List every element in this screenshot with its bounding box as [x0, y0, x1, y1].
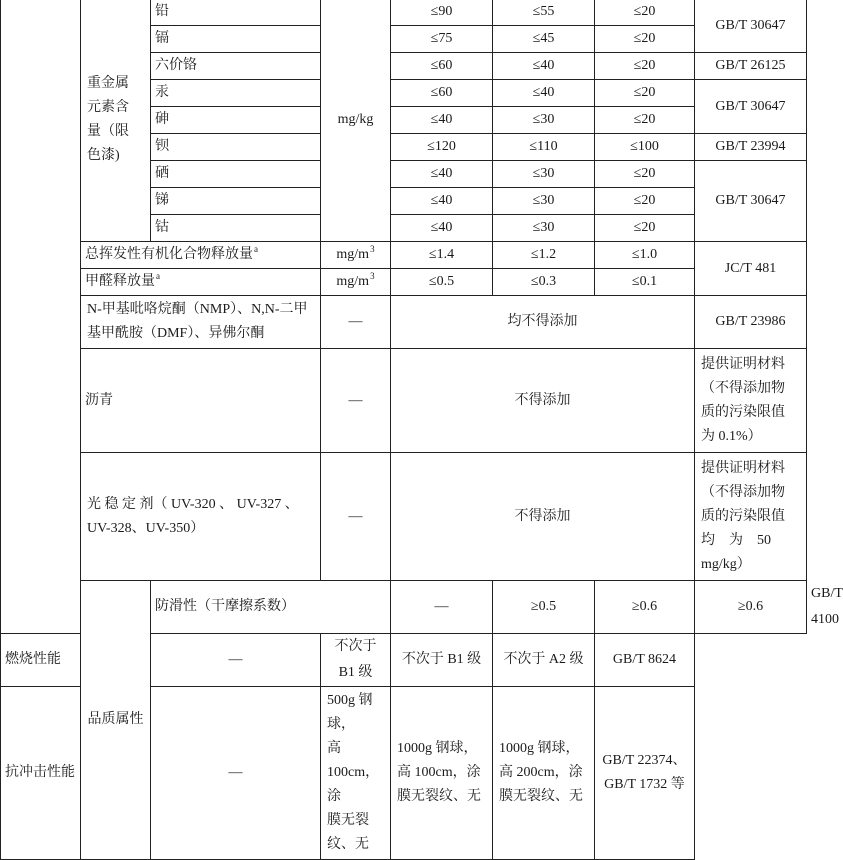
standard-line: （不得添加物 [701, 380, 785, 396]
footnote-mark: a [254, 244, 258, 254]
standard-line: 均 为 50 [701, 532, 771, 548]
standard-line: GB/T 1732 等 [604, 777, 685, 792]
table-row [1, 0, 807, 26]
standard-line: 质的污染限值 [701, 508, 785, 524]
standard-cell: GB/T 30647 [695, 80, 807, 134]
table-row [1, 349, 807, 453]
value-cell: ≤30 [493, 215, 595, 242]
item-cell: 汞 [151, 80, 321, 107]
value-cell: 不次于 B1 级 [321, 634, 391, 687]
value-cell: ≤20 [595, 80, 695, 107]
standard-line: mg/kg） [701, 556, 751, 572]
item-cell [81, 453, 321, 581]
value-cell: ≤20 [595, 188, 695, 215]
item-cell: 沥青 [81, 349, 321, 453]
group-label-line: 色漆) [87, 148, 120, 163]
table-row [1, 269, 807, 296]
value-cell: ≤30 [493, 188, 595, 215]
table-row [1, 453, 807, 581]
value-cell: ≤0.3 [493, 269, 595, 296]
value-cell [493, 687, 595, 860]
value-line: 1000g 钢球， [499, 741, 580, 756]
value-cell: ≤20 [595, 107, 695, 134]
value-cell: ≤0.1 [595, 269, 695, 296]
category-cell-quality: 品质属性 [81, 581, 151, 860]
item-cell: 钴 [151, 215, 321, 242]
value-line: 高 200cm，涂 [499, 765, 583, 780]
unit-superscript: 3 [370, 244, 375, 254]
standard-cell [695, 349, 807, 453]
value-cell: ≤40 [391, 161, 493, 188]
value-line: 高 100cm，涂 [327, 741, 380, 804]
unit-cell: — [391, 581, 493, 634]
standard-line: 提供证明材料 [701, 460, 785, 476]
item-line: N-甲基吡咯烷酮（NMP）、N,N-二甲 [87, 302, 308, 317]
item-cell: 燃烧性能 [1, 634, 151, 687]
item-cell: 镉 [151, 26, 321, 53]
value-cell: ≤120 [391, 134, 493, 161]
value-line: 膜无裂纹、无 [499, 789, 583, 804]
value-cell: ≤40 [493, 53, 595, 80]
value-cell: ≤20 [595, 0, 695, 26]
value-cell: ≤1.0 [595, 242, 695, 269]
value-line: 1000g 钢球， [397, 741, 478, 756]
item-cell [81, 242, 321, 269]
value-line: 膜无裂纹、无 [327, 813, 369, 852]
value-cell: 不得添加 [391, 453, 695, 581]
standard-line: 提供证明材料 [701, 356, 785, 372]
unit-label: mg/m [336, 247, 370, 262]
footnote-mark: a [156, 271, 160, 281]
item-line: 光 稳 定 剂（ UV-320 、 UV-327 、 [87, 496, 299, 512]
table-row [1, 242, 807, 269]
value-cell: ≤90 [391, 0, 493, 26]
standard-cell: GB/T 8624 [595, 634, 695, 687]
unit-superscript: 3 [370, 271, 375, 281]
item-line: 基甲酰胺（DMF）、异佛尔酮 [87, 326, 265, 341]
unit-cell: — [321, 296, 391, 349]
category-cell-environment [1, 0, 81, 634]
table-row [1, 634, 807, 687]
value-cell: ≤20 [595, 215, 695, 242]
value-cell: ≤20 [595, 53, 695, 80]
standard-cell: GB/T 23994 [695, 134, 807, 161]
standard-cell: GB/T 30647 [695, 0, 807, 53]
value-cell: ≤40 [391, 188, 493, 215]
standard-cell: GB/T 26125 [695, 53, 807, 80]
value-line: 500g 钢球， [327, 693, 373, 732]
value-cell: ≤55 [493, 0, 595, 26]
value-cell: ≤30 [493, 107, 595, 134]
item-cell [81, 296, 321, 349]
standard-line: 质的污染限值 [701, 404, 785, 420]
value-cell: ≥0.5 [493, 581, 595, 634]
unit-cell [321, 242, 391, 269]
unit-cell: — [321, 453, 391, 581]
unit-cell [321, 269, 391, 296]
unit-cell: — [321, 349, 391, 453]
value-cell: ≤30 [493, 161, 595, 188]
item-cell: 防滑性（干摩擦系数） [151, 581, 391, 634]
item-cell: 铅 [151, 0, 321, 26]
value-cell: ≥0.6 [695, 581, 807, 634]
unit-cell: mg/kg [321, 0, 391, 242]
standard-line: 为 0.1%） [701, 428, 762, 444]
value-cell: ≤45 [493, 26, 595, 53]
item-cell: 抗冲击性能 [1, 687, 151, 860]
value-cell: ≤100 [595, 134, 695, 161]
value-cell: ≤40 [391, 215, 493, 242]
item-label: 甲醛释放量 [85, 274, 155, 289]
unit-label: mg/m [336, 274, 370, 289]
standard-line: （不得添加物 [701, 484, 785, 500]
item-cell: 硒 [151, 161, 321, 188]
item-cell: 砷 [151, 107, 321, 134]
value-cell: ≤0.5 [391, 269, 493, 296]
value-cell: ≤1.2 [493, 242, 595, 269]
value-cell: 不次于 A2 级 [493, 634, 595, 687]
standard-cell: GB/T 30647 [695, 161, 807, 242]
value-cell: 不得添加 [391, 349, 695, 453]
table-row: 品质属性 防滑性（干摩擦系数） — ≥0.5 ≥0.6 ≥0.6 GB/T 4100 [1, 581, 807, 634]
value-line: 高 100cm，涂 [397, 765, 481, 780]
item-cell: 锑 [151, 188, 321, 215]
value-cell: ≥0.6 [595, 581, 695, 634]
group-label-line: 量（限 [87, 124, 129, 139]
standard-cell [595, 687, 695, 860]
value-cell: ≤20 [595, 26, 695, 53]
item-cell [81, 269, 321, 296]
standard-line: GB/T 22374、 [602, 753, 687, 768]
item-cell: 钡 [151, 134, 321, 161]
value-cell [391, 687, 493, 860]
unit-cell: — [151, 634, 321, 687]
value-cell: ≤60 [391, 80, 493, 107]
item-line: UV-328、UV-350） [87, 520, 205, 536]
standard-cell: GB/T 23986 [695, 296, 807, 349]
value-cell: ≤60 [391, 53, 493, 80]
item-label: 总挥发性有机化合物释放量 [85, 247, 253, 262]
heavy-metals-group-label [81, 0, 151, 242]
value-cell [321, 687, 391, 860]
value-cell: ≤110 [493, 134, 595, 161]
value-cell: ≤1.4 [391, 242, 493, 269]
group-label-line: 重金属 [87, 76, 129, 91]
standard-cell: JC/T 481 [695, 242, 807, 296]
value-cell: ≤20 [595, 161, 695, 188]
table-row [1, 296, 807, 349]
item-cell: 六价铬 [151, 53, 321, 80]
value-cell: 均不得添加 [391, 296, 695, 349]
group-label-line: 元素含 [87, 100, 129, 115]
standard-cell [695, 453, 807, 581]
value-line: 膜无裂纹、无 [397, 789, 481, 804]
value-cell: ≤75 [391, 26, 493, 53]
unit-cell: — [151, 687, 321, 860]
value-cell: 不次于 B1 级 [391, 634, 493, 687]
value-cell: ≤40 [493, 80, 595, 107]
value-cell: ≤40 [391, 107, 493, 134]
